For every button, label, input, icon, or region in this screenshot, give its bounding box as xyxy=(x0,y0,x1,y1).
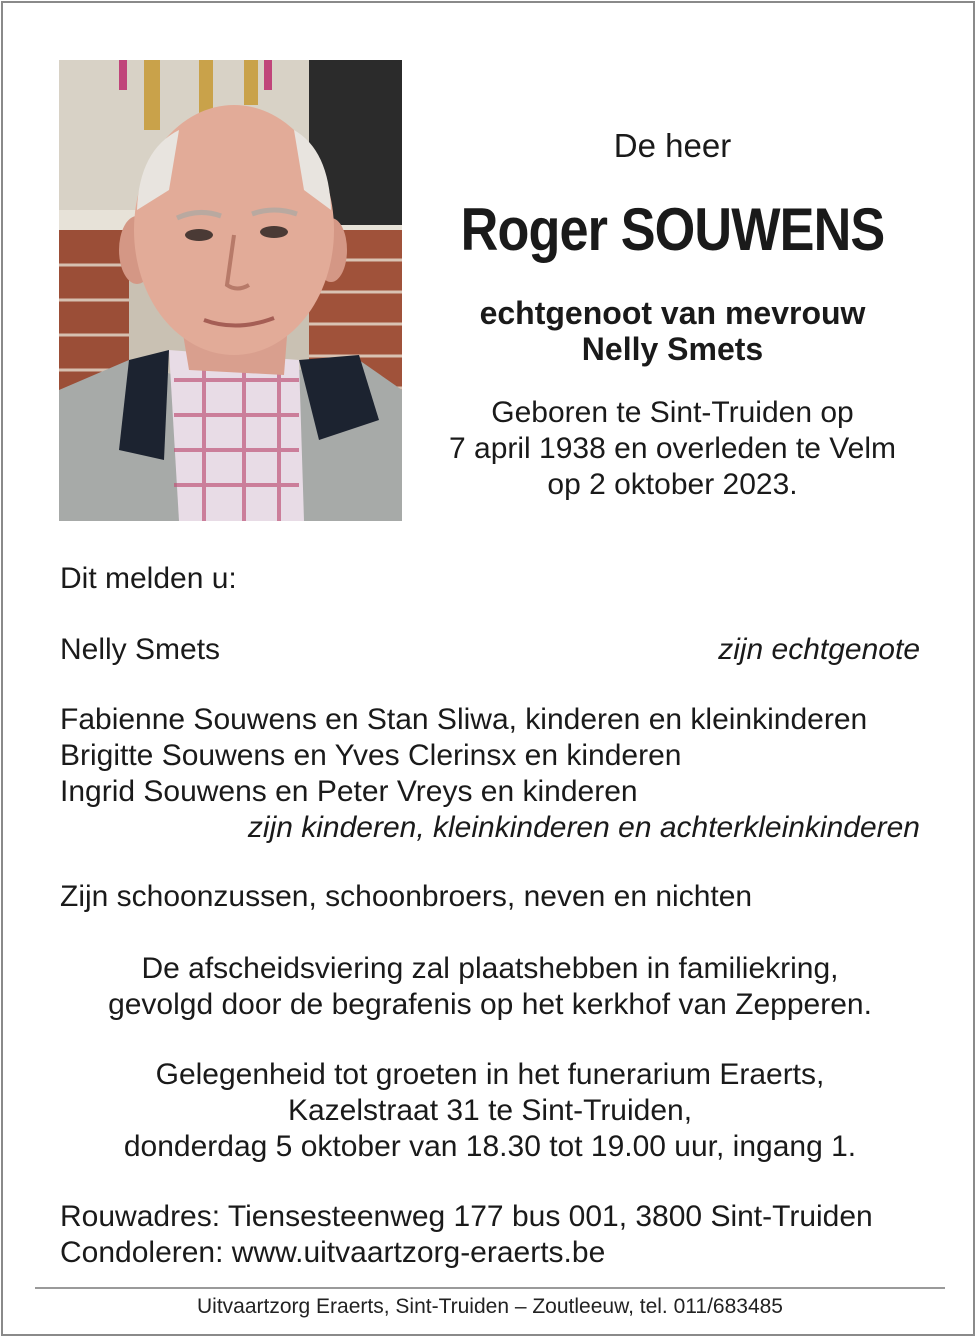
spouse-line-2: Nelly Smets xyxy=(581,331,764,367)
visitation-line-3: donderdag 5 oktober van 18.30 tot 19.00 uur, ingang 1. xyxy=(123,1130,857,1163)
ceremony-block xyxy=(60,951,920,1023)
footer-text: Uitvaartzorg Eraerts, Sint-Truiden – Zoutleeuw, tel. 011/683485 xyxy=(197,1295,783,1318)
children-item: Brigitte Souwens en Yves Clerinsx en kinderen xyxy=(60,739,682,772)
birth-line-2: 7 april 1938 en overleden te Velm xyxy=(449,432,896,465)
birth-line-1: Geboren te Sint-Truiden op xyxy=(491,396,854,429)
deceased-name: Roger SOUWENS xyxy=(460,196,885,263)
children-item: Fabienne Souwens en Stan Sliwa, kinderen en kleinkinderen xyxy=(60,703,868,736)
relatives-line: Zijn schoonzussen, schoonbroers, neven en nichten xyxy=(60,880,753,913)
salutation: De heer xyxy=(613,127,732,164)
spouse-line-1: echtgenoot van mevrouw xyxy=(479,295,866,331)
spouse-row xyxy=(60,632,920,668)
spouse-role: zijn echtgenote xyxy=(718,633,920,666)
ceremony-line-1: De afscheidsviering zal plaatshebben in familiekring, xyxy=(141,952,839,985)
children-role: zijn kinderen, kleinkinderen en achterkleinkinderen xyxy=(247,811,920,844)
header-block xyxy=(415,120,930,503)
children-item: Ingrid Souwens en Peter Vreys en kinderen xyxy=(60,775,638,808)
mourning-address: Rouwadres: Tiensesteenweg 177 bus 001, 3800 Sint-Truiden xyxy=(60,1200,873,1233)
portrait-photo xyxy=(59,60,402,521)
visitation-line-2: Kazelstraat 31 te Sint-Truiden, xyxy=(287,1094,693,1127)
condolence-link[interactable]: Condoleren: www.uitvaartzorg-eraerts.be xyxy=(60,1236,606,1269)
visitation-line-1: Gelegenheid tot groeten in het funerarium Eraerts, xyxy=(155,1058,825,1091)
footer-divider xyxy=(35,1287,945,1289)
portrait-illustration xyxy=(59,60,402,521)
contact-block xyxy=(60,1199,920,1271)
birth-line-3: op 2 oktober 2023. xyxy=(547,468,798,501)
visitation-block xyxy=(60,1057,920,1165)
children-list xyxy=(60,702,920,846)
announcement-intro: Dit melden u: xyxy=(60,562,237,595)
ceremony-line-2: gevolgd door de begrafenis op het kerkhof van Zepperen. xyxy=(108,988,872,1021)
spouse-name: Nelly Smets xyxy=(60,633,221,666)
